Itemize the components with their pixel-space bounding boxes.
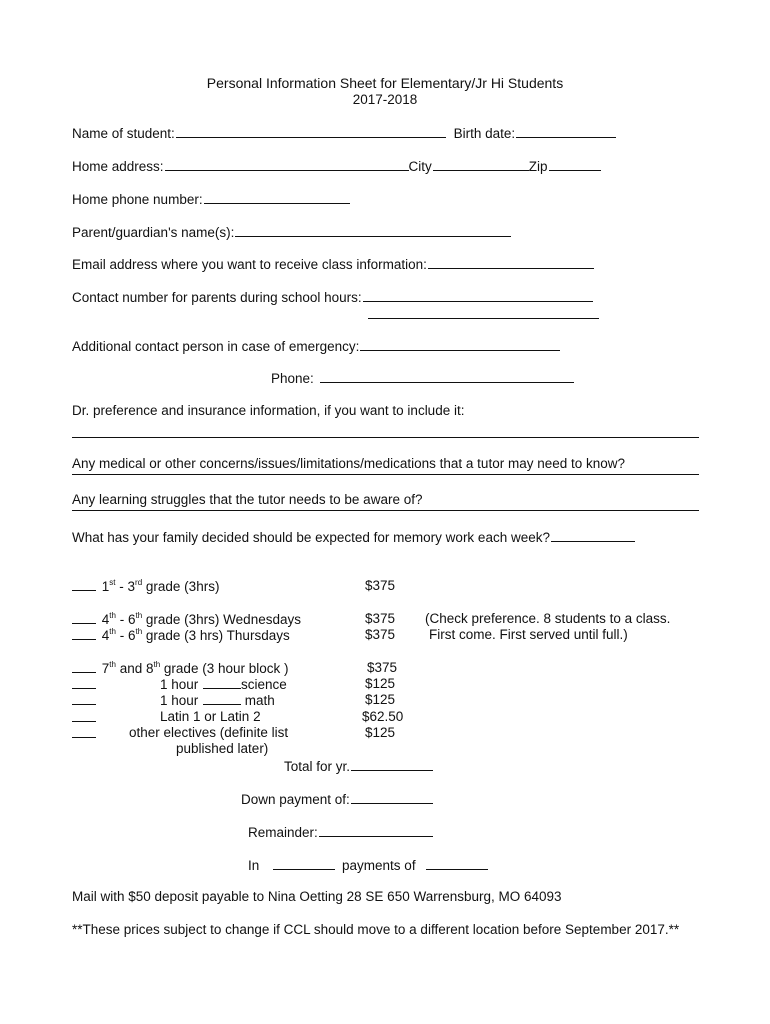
parent-names-label: Parent/guardian's name(s):	[72, 225, 235, 240]
math-label: math	[241, 693, 275, 708]
emergency-row	[72, 338, 560, 355]
electives-label-2: published later)	[176, 741, 269, 756]
birth-date-label: Birth date:	[453, 126, 516, 141]
science-hour-label: 1 hour	[160, 677, 203, 692]
city-field[interactable]	[433, 158, 529, 171]
home-address-label: Home address:	[72, 159, 164, 174]
price-grade-7-8: $375	[367, 660, 398, 675]
mail-instructions: Mail with $50 deposit payable to Nina Oetting 28 SE 650 Warrensburg, MO 64093	[72, 889, 562, 904]
in-label: In	[248, 858, 260, 873]
email-row	[72, 256, 594, 273]
emergency-label: Additional contact person in case of emergency:	[72, 339, 360, 354]
emergency-phone-row	[271, 370, 574, 387]
medical-field[interactable]	[72, 474, 699, 475]
student-name-row	[72, 125, 616, 142]
remainder-row	[248, 824, 433, 841]
payments-row	[248, 857, 488, 874]
home-phone-field[interactable]	[204, 191, 350, 204]
emergency-phone-field[interactable]	[320, 370, 574, 383]
form-year: 2017-2018	[352, 92, 418, 107]
math-hours-field[interactable]	[203, 692, 241, 705]
grade-1-3-label: grade (3hrs)	[142, 579, 220, 594]
price-electives: $125	[365, 725, 396, 740]
grade-7-8-label: grade (3 hour block )	[160, 661, 289, 676]
emergency-phone-label: Phone:	[271, 371, 314, 386]
grade-4-6-wed-mid: - 6	[115, 612, 136, 627]
price-math: $125	[365, 692, 396, 707]
grade-7-8-start: 7	[101, 661, 110, 676]
price-grade-4-6-wed: $375	[365, 611, 396, 626]
form-title: Personal Information Sheet for Elementary/Jr Hi Students	[206, 75, 564, 91]
down-payment-field[interactable]	[351, 791, 433, 804]
home-phone-label: Home phone number:	[72, 192, 203, 207]
checkbox-latin[interactable]	[72, 709, 96, 726]
memory-row	[72, 529, 635, 546]
science-label: science	[241, 677, 287, 692]
zip-field[interactable]	[549, 158, 601, 171]
price-disclaimer: **These prices subject to change if CCL should move to a different location before September 2017.**	[72, 922, 680, 937]
total-label: Total for yr.	[284, 759, 351, 774]
home-address-row	[72, 158, 601, 175]
science-hours-field[interactable]	[203, 676, 241, 689]
email-label: Email address where you want to receive class information:	[72, 257, 427, 272]
email-field[interactable]	[428, 256, 594, 269]
checkbox-science[interactable]	[72, 676, 96, 693]
home-phone-row	[72, 191, 350, 208]
checkbox-math[interactable]	[72, 692, 96, 709]
student-name-label: Name of student:	[72, 126, 175, 141]
payments-of-label: payments of	[342, 858, 416, 873]
grade-1-3-sup1: st	[109, 578, 116, 587]
parent-names-row	[72, 224, 511, 241]
option-grade-1-3	[72, 578, 219, 595]
school-contact-field-2[interactable]	[368, 318, 599, 319]
grade-4-6-wed-start: 4	[101, 612, 110, 627]
grade-4-6-thu-sup1: th	[109, 627, 116, 636]
option-grade-4-6-wed	[72, 611, 301, 628]
math-hour-label: 1 hour	[160, 693, 203, 708]
science-option	[160, 676, 287, 693]
grade-4-6-wed-sup1: th	[109, 611, 116, 620]
checkbox-grade-4-6-wed[interactable]	[72, 611, 96, 624]
learning-field[interactable]	[72, 510, 699, 511]
grade-4-6-thu-sup2: th	[135, 627, 143, 636]
electives-label: other electives (definite list	[129, 725, 289, 740]
checkbox-grade-4-6-thu[interactable]	[72, 627, 96, 640]
emergency-field[interactable]	[360, 338, 560, 351]
learning-label: Any learning struggles that the tutor needs to be aware of?	[72, 492, 423, 507]
memory-label: What has your family decided should be expected for memory work each week?	[72, 530, 550, 545]
preference-note-2: First come. First served until full.)	[429, 627, 628, 642]
grade-7-8-sup1: th	[109, 660, 116, 669]
medical-label: Any medical or other concerns/issues/limitations/medications that a tutor may need to know?	[72, 456, 626, 471]
parent-names-field[interactable]	[235, 224, 511, 237]
remainder-label: Remainder:	[248, 825, 318, 840]
grade-4-6-thu-mid: - 6	[115, 628, 136, 643]
price-science: $125	[365, 676, 396, 691]
down-payment-label: Down payment of:	[241, 792, 350, 807]
payment-count-field[interactable]	[273, 857, 335, 870]
doctor-field[interactable]	[72, 437, 699, 438]
school-contact-field[interactable]	[363, 289, 593, 302]
remainder-field[interactable]	[319, 824, 433, 837]
grade-1-3-sup2: rd	[135, 578, 143, 587]
grade-1-3-mid: - 3	[115, 579, 136, 594]
zip-label: Zip	[528, 159, 548, 174]
checkbox-grade-7-8[interactable]	[72, 660, 96, 673]
grade-7-8-mid: and 8	[115, 661, 154, 676]
price-grade-4-6-thu: $375	[365, 627, 396, 642]
price-latin: $62.50	[362, 709, 404, 724]
option-grade-4-6-thu	[72, 627, 290, 644]
school-contact-row	[72, 289, 593, 306]
total-field[interactable]	[351, 758, 433, 771]
doctor-label: Dr. preference and insurance information, if you want to include it:	[72, 403, 465, 418]
grade-4-6-thu-start: 4	[101, 628, 110, 643]
grade-4-6-thu-label: grade (3 hrs) Thursdays	[142, 628, 290, 643]
total-row	[284, 758, 433, 775]
memory-field[interactable]	[551, 529, 635, 542]
home-address-field[interactable]	[165, 158, 409, 171]
grade-1-3-start: 1	[101, 579, 110, 594]
grade-7-8-sup2: th	[153, 660, 161, 669]
city-label: City	[408, 159, 432, 174]
math-option	[160, 692, 275, 709]
grade-4-6-wed-sup2: th	[135, 611, 143, 620]
down-payment-row	[241, 791, 433, 808]
student-name-field[interactable]	[176, 125, 446, 138]
checkbox-grade-1-3[interactable]	[72, 578, 96, 591]
grade-4-6-wed-label: grade (3hrs) Wednesdays	[142, 612, 301, 627]
preference-note-1: (Check preference. 8 students to a class.	[425, 611, 671, 626]
price-grade-1-3: $375	[365, 578, 396, 593]
payment-amount-field[interactable]	[426, 857, 488, 870]
option-grade-7-8	[72, 660, 289, 677]
latin-label: Latin 1 or Latin 2	[160, 709, 261, 724]
checkbox-electives[interactable]	[72, 725, 96, 742]
school-contact-label: Contact number for parents during school hours:	[72, 290, 362, 305]
birth-date-field[interactable]	[516, 125, 616, 138]
